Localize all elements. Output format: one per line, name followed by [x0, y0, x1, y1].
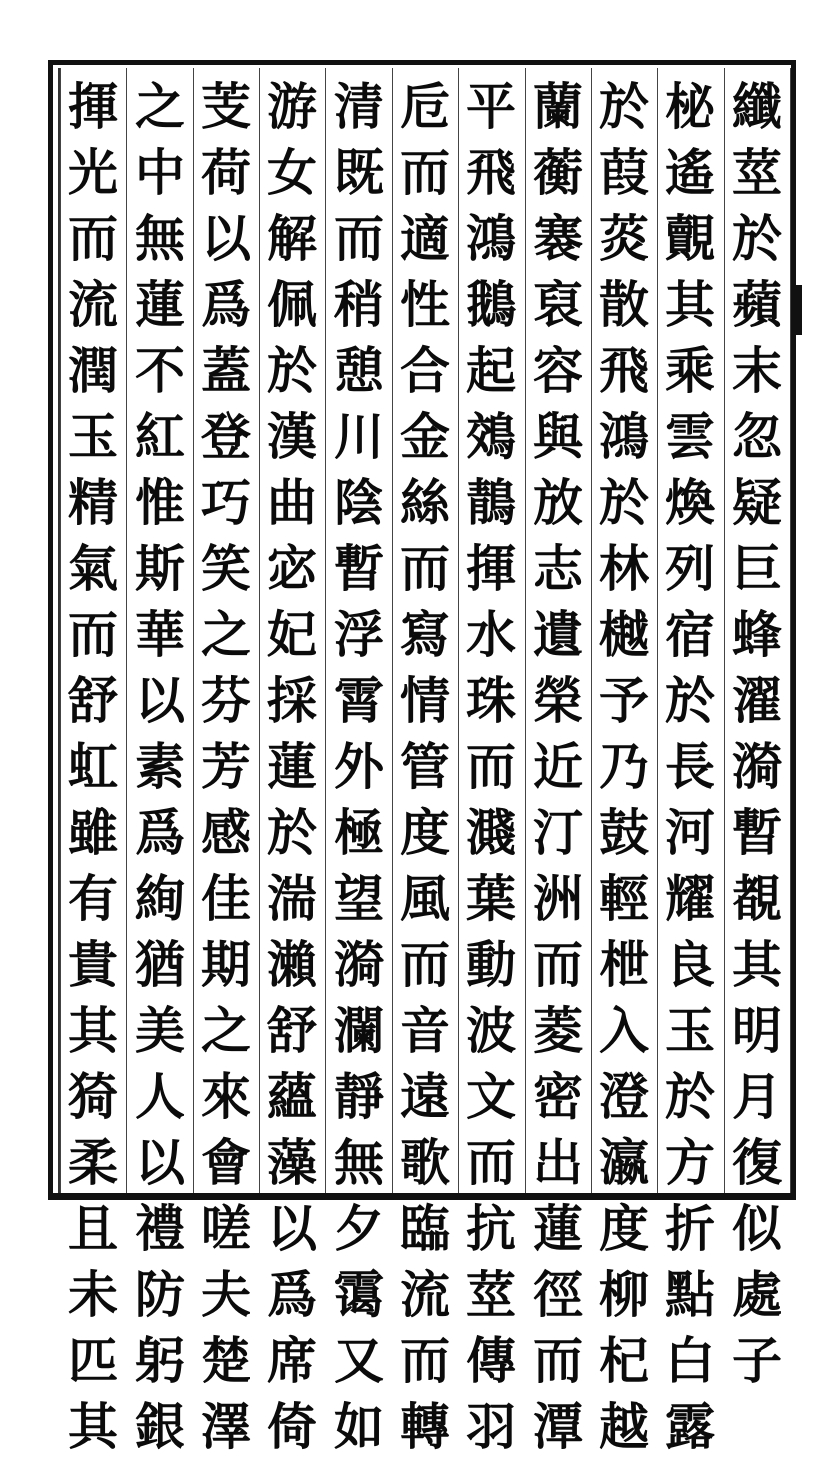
- text-character: 游: [267, 77, 317, 136]
- column-rule: [259, 68, 260, 1193]
- text-character: 其: [732, 935, 782, 994]
- text-column: [527, 74, 589, 1456]
- text-column: [394, 74, 456, 1456]
- text-character: 風: [400, 869, 450, 928]
- text-character: 以: [201, 209, 251, 268]
- text-character: 密: [533, 1067, 583, 1126]
- text-character: 越: [599, 1397, 649, 1456]
- text-character: 洲: [533, 869, 583, 928]
- text-character: 露: [665, 1397, 715, 1456]
- text-character: 其: [68, 1001, 118, 1060]
- text-character: 於: [665, 1067, 715, 1126]
- text-character: 潭: [533, 1397, 583, 1456]
- text-character: 羽: [466, 1397, 516, 1456]
- text-character: 歌: [400, 1133, 450, 1192]
- frame-left-border: [48, 60, 53, 1200]
- column-rule: [60, 68, 61, 1193]
- column-rule: [657, 68, 658, 1193]
- text-character: 長: [665, 737, 715, 796]
- text-character: 覿: [665, 209, 715, 268]
- text-character: 葉: [466, 869, 516, 928]
- text-character: 來: [201, 1067, 251, 1126]
- text-character: 乃: [599, 737, 649, 796]
- text-character: 素: [135, 737, 185, 796]
- text-character: 與: [533, 407, 583, 466]
- text-character: 解: [267, 209, 317, 268]
- text-character: 如: [334, 1397, 384, 1456]
- text-character: 期: [201, 935, 251, 994]
- text-character: 極: [334, 803, 384, 862]
- text-character: 荷: [201, 143, 251, 202]
- column-rule: [458, 68, 459, 1193]
- text-character: 貴: [68, 935, 118, 994]
- text-character: 於: [267, 803, 317, 862]
- text-character: 流: [68, 275, 118, 334]
- text-character: 於: [665, 671, 715, 730]
- text-character: 楚: [201, 1331, 251, 1390]
- text-character: 音: [400, 1001, 450, 1060]
- text-character: 其: [68, 1397, 118, 1456]
- text-character: 鶄: [466, 473, 516, 532]
- text-character: 飛: [466, 143, 516, 202]
- text-character: 白: [665, 1331, 715, 1390]
- text-character: 河: [665, 803, 715, 862]
- text-character: 稍: [334, 275, 384, 334]
- text-character: 光: [68, 143, 118, 202]
- text-character: 瀾: [334, 1001, 384, 1060]
- text-character: 柲: [665, 77, 715, 136]
- text-character: 抗: [466, 1199, 516, 1258]
- text-character: 葭: [599, 143, 649, 202]
- text-character: 斯: [135, 539, 185, 598]
- text-character: 榮: [533, 671, 583, 730]
- text-character: 既: [334, 143, 384, 202]
- text-character: 禮: [135, 1199, 185, 1258]
- column-rule: [790, 68, 791, 1193]
- text-character: 揮: [466, 539, 516, 598]
- text-character: 採: [267, 671, 317, 730]
- text-character: 耀: [665, 869, 715, 928]
- text-character: 美: [135, 1001, 185, 1060]
- text-character: 不: [135, 341, 185, 400]
- text-character: 澄: [599, 1067, 649, 1126]
- text-character: 度: [400, 803, 450, 862]
- text-character: 蘋: [732, 275, 782, 334]
- text-character: 登: [201, 407, 251, 466]
- text-character: 而: [533, 935, 583, 994]
- text-character: 蜂: [732, 605, 782, 664]
- text-character: 適: [400, 209, 450, 268]
- text-character: 精: [68, 473, 118, 532]
- text-character: 而: [400, 539, 450, 598]
- text-character: 靜: [334, 1067, 384, 1126]
- text-character: 方: [665, 1133, 715, 1192]
- text-character: 忽: [732, 407, 782, 466]
- text-character: 於: [599, 473, 649, 532]
- text-character: 情: [400, 671, 450, 730]
- text-character: 折: [665, 1199, 715, 1258]
- text-character: 而: [466, 1133, 516, 1192]
- column-rule: [193, 68, 194, 1193]
- text-character: 良: [665, 935, 715, 994]
- text-character: 宿: [665, 605, 715, 664]
- text-character: 虹: [68, 737, 118, 796]
- text-character: 於: [732, 209, 782, 268]
- text-character: 樾: [599, 605, 649, 664]
- text-character: 爲: [267, 1265, 317, 1324]
- text-character: 遺: [533, 605, 583, 664]
- text-character: 處: [732, 1265, 782, 1324]
- text-character: 裒: [533, 275, 583, 334]
- text-character: 嗟: [201, 1199, 251, 1258]
- text-character: 無: [135, 209, 185, 268]
- text-character: 爲: [201, 275, 251, 334]
- text-character: 玉: [665, 1001, 715, 1060]
- text-character: 而: [400, 143, 450, 202]
- text-character: 浮: [334, 605, 384, 664]
- text-character: 蓮: [135, 275, 185, 334]
- text-character: 席: [267, 1331, 317, 1390]
- text-character: 飛: [599, 341, 649, 400]
- text-character: 寫: [400, 605, 450, 664]
- text-character: 莖: [732, 143, 782, 202]
- text-character: 倚: [267, 1397, 317, 1456]
- text-character: 散: [599, 275, 649, 334]
- text-character: 傳: [466, 1331, 516, 1390]
- text-character: 杞: [599, 1331, 649, 1390]
- text-character: 卮: [400, 77, 450, 136]
- text-character: 匹: [68, 1331, 118, 1390]
- column-rule: [126, 68, 127, 1193]
- text-character: 且: [68, 1199, 118, 1258]
- text-character: 人: [135, 1067, 185, 1126]
- frame-right-border: [791, 60, 796, 1200]
- text-character: 志: [533, 539, 583, 598]
- text-character: 又: [334, 1331, 384, 1390]
- text-character: 入: [599, 1001, 649, 1060]
- text-character: 之: [201, 605, 251, 664]
- text-character: 無: [334, 1133, 384, 1192]
- text-character: 莖: [466, 1265, 516, 1324]
- text-character: 暫: [334, 539, 384, 598]
- text-character: 末: [732, 341, 782, 400]
- text-character: 珠: [466, 671, 516, 730]
- text-character: 濺: [466, 803, 516, 862]
- text-character: 雲: [665, 407, 715, 466]
- text-character: 紅: [135, 407, 185, 466]
- text-character: 漢: [267, 407, 317, 466]
- text-column: [62, 74, 124, 1456]
- column-rule: [325, 68, 326, 1193]
- text-character: 文: [466, 1067, 516, 1126]
- text-character: 會: [201, 1133, 251, 1192]
- text-character: 外: [334, 737, 384, 796]
- text-character: 川: [334, 407, 384, 466]
- text-column: [261, 74, 323, 1456]
- text-character: 鴻: [466, 209, 516, 268]
- text-character: 雖: [68, 803, 118, 862]
- text-character: 宓: [267, 539, 317, 598]
- text-character: 華: [135, 605, 185, 664]
- text-character: 望: [334, 869, 384, 928]
- text-character: 感: [201, 803, 251, 862]
- text-character: 猗: [68, 1067, 118, 1126]
- text-character: 點: [665, 1265, 715, 1324]
- text-character: 濯: [732, 671, 782, 730]
- text-character: 舒: [68, 671, 118, 730]
- text-character: 霭: [334, 1265, 384, 1324]
- text-character: 性: [400, 275, 450, 334]
- text-column: [195, 74, 257, 1456]
- text-character: 疑: [732, 473, 782, 532]
- text-character: 明: [732, 1001, 782, 1060]
- text-character: 近: [533, 737, 583, 796]
- text-character: 蘊: [267, 1067, 317, 1126]
- text-character: 輕: [599, 869, 649, 928]
- text-character: 合: [400, 341, 450, 400]
- text-character: 林: [599, 539, 649, 598]
- text-character: 菱: [533, 1001, 583, 1060]
- text-character: 夕: [334, 1199, 384, 1258]
- text-character: 妃: [267, 605, 317, 664]
- text-column: [726, 74, 788, 1390]
- text-character: 起: [466, 341, 516, 400]
- text-character: 揮: [68, 77, 118, 136]
- text-character: 動: [466, 935, 516, 994]
- text-character: 月: [732, 1067, 782, 1126]
- text-character: 而: [400, 935, 450, 994]
- text-character: 絢: [135, 869, 185, 928]
- text-character: 暫: [732, 803, 782, 862]
- text-character: 清: [334, 77, 384, 136]
- text-character: 於: [267, 341, 317, 400]
- text-character: 蘅: [533, 143, 583, 202]
- text-character: 絲: [400, 473, 450, 532]
- text-character: 澤: [201, 1397, 251, 1456]
- text-character: 遠: [400, 1067, 450, 1126]
- text-character: 枻: [599, 935, 649, 994]
- text-character: 復: [732, 1133, 782, 1192]
- text-character: 蓋: [201, 341, 251, 400]
- text-character: 中: [135, 143, 185, 202]
- text-character: 躬: [135, 1331, 185, 1390]
- text-character: 於: [599, 77, 649, 136]
- text-character: 其: [665, 275, 715, 334]
- text-character: 柔: [68, 1133, 118, 1192]
- text-character: 之: [201, 1001, 251, 1060]
- text-character: 予: [599, 671, 649, 730]
- text-character: 玉: [68, 407, 118, 466]
- text-character: 鵝: [466, 275, 516, 334]
- text-character: 以: [267, 1199, 317, 1258]
- text-character: 以: [135, 1133, 185, 1192]
- text-character: 藻: [267, 1133, 317, 1192]
- text-column: [129, 74, 191, 1456]
- text-character: 以: [135, 671, 185, 730]
- text-character: 芬: [201, 671, 251, 730]
- text-character: 芰: [201, 77, 251, 136]
- fish-tail-mark: [790, 285, 802, 335]
- text-character: 未: [68, 1265, 118, 1324]
- text-character: 水: [466, 605, 516, 664]
- text-character: 女: [267, 143, 317, 202]
- column-rule: [392, 68, 393, 1193]
- text-character: 佩: [267, 275, 317, 334]
- text-character: 瀛: [599, 1133, 649, 1192]
- text-character: 笑: [201, 539, 251, 598]
- text-character: 波: [466, 1001, 516, 1060]
- frame-top-border: [50, 60, 796, 65]
- text-column: [593, 74, 655, 1456]
- text-character: 而: [466, 737, 516, 796]
- text-character: 湍: [267, 869, 317, 928]
- text-character: 而: [334, 209, 384, 268]
- text-character: 平: [466, 77, 516, 136]
- text-character: 汀: [533, 803, 583, 862]
- text-character: 瀨: [267, 935, 317, 994]
- text-character: 覩: [732, 869, 782, 928]
- text-character: 轉: [400, 1397, 450, 1456]
- text-character: 管: [400, 737, 450, 796]
- text-character: 放: [533, 473, 583, 532]
- text-character: 陰: [334, 473, 384, 532]
- text-character: 蓮: [267, 737, 317, 796]
- text-character: 容: [533, 341, 583, 400]
- column-rule: [724, 68, 725, 1193]
- text-character: 煥: [665, 473, 715, 532]
- text-character: 銀: [135, 1397, 185, 1456]
- text-character: 遙: [665, 143, 715, 202]
- text-character: 而: [68, 605, 118, 664]
- text-character: 流: [400, 1265, 450, 1324]
- text-character: 猶: [135, 935, 185, 994]
- text-character: 鼓: [599, 803, 649, 862]
- text-character: 出: [533, 1133, 583, 1192]
- text-character: 而: [400, 1331, 450, 1390]
- text-character: 氣: [68, 539, 118, 598]
- text-character: 憩: [334, 341, 384, 400]
- text-character: 鴻: [599, 407, 649, 466]
- text-character: 佳: [201, 869, 251, 928]
- text-column: [328, 74, 390, 1456]
- text-character: 子: [732, 1331, 782, 1390]
- text-character: 柳: [599, 1265, 649, 1324]
- text-character: 金: [400, 407, 450, 466]
- text-character: 菼: [599, 209, 649, 268]
- column-rule: [591, 68, 592, 1193]
- text-character: 而: [533, 1331, 583, 1390]
- text-character: 芳: [201, 737, 251, 796]
- text-character: 漪: [334, 935, 384, 994]
- text-character: 蓮: [533, 1199, 583, 1258]
- text-character: 之: [135, 77, 185, 136]
- text-character: 夫: [201, 1265, 251, 1324]
- text-character: 列: [665, 539, 715, 598]
- text-character: 有: [68, 869, 118, 928]
- text-character: 乘: [665, 341, 715, 400]
- text-column: [659, 74, 721, 1456]
- text-character: 漪: [732, 737, 782, 796]
- text-character: 防: [135, 1265, 185, 1324]
- text-character: 纖: [732, 77, 782, 136]
- text-character: 度: [599, 1199, 649, 1258]
- text-character: 蘭: [533, 77, 583, 136]
- text-character: 霄: [334, 671, 384, 730]
- text-character: 爲: [135, 803, 185, 862]
- text-character: 潤: [68, 341, 118, 400]
- text-character: 巨: [732, 539, 782, 598]
- text-column: [460, 74, 522, 1456]
- text-character: 而: [68, 209, 118, 268]
- column-rule: [525, 68, 526, 1193]
- text-character: 鵁: [466, 407, 516, 466]
- text-character: 惟: [135, 473, 185, 532]
- text-character: 舒: [267, 1001, 317, 1060]
- text-character: 似: [732, 1199, 782, 1258]
- text-character: 褰: [533, 209, 583, 268]
- text-character: 徑: [533, 1265, 583, 1324]
- text-character: 巧: [201, 473, 251, 532]
- text-character: 臨: [400, 1199, 450, 1258]
- text-character: 曲: [267, 473, 317, 532]
